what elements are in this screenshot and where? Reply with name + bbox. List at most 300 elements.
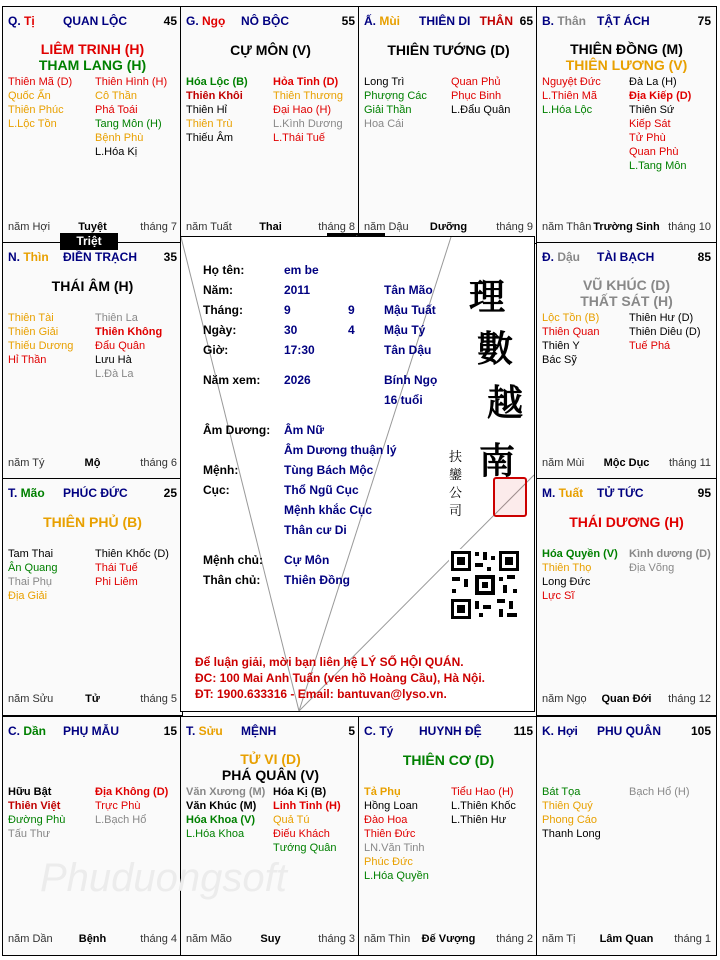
calligraphy-so: 數: [477, 328, 514, 370]
trang-sinh: Mộ: [84, 457, 101, 469]
palace-year: năm Thân: [542, 221, 592, 233]
star-item: Văn Khúc (M): [186, 800, 257, 812]
star-item: Thiên Thọ: [542, 562, 592, 574]
star-item: Tử Phù: [629, 132, 666, 144]
star-item: Thiên Khôi: [186, 90, 243, 102]
palace-footer: [542, 693, 711, 707]
star-item: Hóa Khoa (V): [186, 814, 256, 826]
palace-chi: Tuất: [555, 486, 584, 500]
star-item: Thiên Quý: [542, 800, 593, 812]
value-than-cu: Thân cư Di: [284, 523, 347, 537]
palace-month: tháng 1: [674, 933, 711, 945]
star-item: L.Đà La: [95, 368, 134, 380]
trang-sinh: Lâm Quan: [599, 933, 654, 945]
star-item: Lộc Tồn (B): [542, 312, 600, 324]
star-item: Thiên Sứ: [629, 104, 675, 116]
palace-can: Đ.: [542, 250, 554, 264]
star-item: Hữu Bật: [8, 786, 52, 798]
palace-header: [542, 14, 711, 30]
label-nam-xem: Năm xem:: [203, 373, 261, 387]
star-item: Nguyệt Đức: [542, 76, 601, 88]
star-item: Tuế Phá: [629, 340, 671, 352]
star-item: Hỉ Thần: [8, 354, 47, 366]
palace-age-number: 55: [341, 14, 355, 28]
trang-sinh: Đế Vượng: [421, 933, 476, 945]
star-item: Thanh Long: [542, 828, 601, 840]
value-cuc: Thổ Ngũ Cục: [284, 483, 359, 497]
palace-year: năm Tý: [8, 457, 45, 469]
main-star: THÁI ÂM (H): [51, 278, 134, 294]
palace-age-number: 5: [348, 724, 355, 738]
star-item: Văn Xương (M): [186, 786, 266, 798]
palace-month: tháng 4: [140, 933, 177, 945]
label-menh-chu: Mệnh chủ:: [203, 553, 263, 567]
value-nam-can: Tân Mão: [384, 283, 433, 297]
star-item: Thiên Giải: [8, 326, 59, 338]
palace-age-number: 25: [163, 486, 177, 500]
calligraphy-ly: 理: [469, 276, 506, 318]
trang-sinh: Mộc Dục: [603, 457, 650, 469]
star-item: Thiên Phúc: [8, 104, 64, 116]
star-item: Kình dương (D): [629, 548, 711, 560]
main-star: CỰ MÔN (V): [230, 42, 311, 58]
stars-right-column: [629, 547, 711, 575]
value-than-chu: Thiên Đồng: [284, 573, 350, 587]
palace-age-number: 115: [513, 724, 533, 738]
star-item: Đẩu Quân: [95, 340, 146, 352]
star-item: Thái Tuế: [95, 562, 138, 574]
star-item: Thiên Việt: [8, 800, 61, 812]
main-star: THIÊN LƯƠNG (V): [565, 57, 688, 73]
ad-line-2: ĐC: 100 Mai Anh Tuấn (ven hồ Hoàng Cầu), Hà Nội.: [195, 671, 486, 685]
palace-n-thin: [2, 242, 183, 480]
palace-age-number: 15: [163, 724, 177, 738]
star-item: Phúc Đức: [364, 856, 413, 868]
palace-month: tháng 5: [140, 693, 177, 705]
star-item: Hóa Kị (B): [273, 786, 327, 798]
star-item: L.Hóa Kị: [95, 146, 138, 158]
stars-right-column: [95, 547, 169, 589]
star-item: Ân Quang: [8, 562, 58, 574]
star-item: Đường Phù: [8, 814, 66, 826]
watermark: Phuduongsoft: [40, 856, 287, 900]
main-star: THÁI DƯƠNG (H): [569, 514, 684, 530]
main-star: THAM LANG (H): [38, 57, 147, 73]
value-ngay-can: Mậu Tý: [384, 323, 426, 337]
palace-footer: [364, 933, 533, 947]
star-item: Thiên Mã (D): [8, 76, 73, 88]
palace-can-chi: [8, 250, 49, 264]
palace-name: THIÊN DI: [419, 14, 471, 28]
stars-left-column: [186, 785, 265, 841]
palace-name: NÔ BỘC: [241, 14, 289, 28]
triet-tag: Triệt: [60, 233, 118, 250]
stars-left-column: [364, 75, 427, 131]
palace-can-chi: [186, 14, 225, 28]
main-star: THIÊN TƯỚNG (D): [387, 42, 510, 58]
star-item: Trực Phù: [95, 800, 141, 812]
palace-can: Q.: [8, 14, 21, 28]
palace-name: HUYNH ĐỆ: [419, 724, 482, 738]
palace-a-mui: [358, 6, 539, 244]
palace-can-chi: [364, 14, 400, 28]
main-star: VŨ KHÚC (D): [582, 277, 671, 293]
palace-month: tháng 6: [140, 457, 177, 469]
palace-footer: [542, 457, 711, 471]
stars-left-column: [8, 547, 58, 603]
star-item: Lưu Hà: [95, 354, 132, 366]
value-thang-can: Mậu Tuất: [384, 303, 436, 317]
palace-age-number: 95: [697, 486, 711, 500]
star-item: Giải Thần: [364, 104, 412, 116]
palace-can-chi: [542, 14, 586, 28]
palace-month: tháng 9: [496, 221, 533, 233]
palace-can: T.: [186, 724, 196, 738]
value-menh-chu: Cự Môn: [284, 553, 330, 567]
palace-chi: Ngọ: [198, 14, 226, 28]
palace-year: năm Dần: [8, 933, 53, 945]
palace-month: tháng 7: [140, 221, 177, 233]
palace-footer: [542, 221, 711, 235]
main-star: THIÊN CƠ (D): [402, 752, 495, 768]
star-item: Thiên Thương: [273, 90, 344, 102]
star-item: Thiên Trù: [186, 118, 233, 130]
palace-name: PHU QUÂN: [597, 724, 662, 738]
stars-right-column: [95, 75, 167, 159]
stars-right-column: [95, 785, 168, 827]
star-item: Thiên Hỉ: [186, 104, 227, 116]
palace-header: [8, 14, 177, 30]
palace-m-tuat: [536, 478, 717, 716]
palace-footer: [8, 457, 177, 471]
palace-year: năm Mão: [186, 933, 232, 945]
star-item: Phi Liêm: [95, 576, 138, 588]
palace-c-dan: [2, 716, 183, 956]
palace-name: TÀI BẠCH: [597, 250, 655, 264]
star-item: L.Thái Tuế: [273, 132, 325, 144]
star-item: Bác Sỹ: [542, 354, 577, 366]
palace-can: T.: [8, 486, 18, 500]
calligraphy-nam: 南: [479, 440, 516, 482]
palace-header: [542, 724, 711, 740]
star-item: Địa Võng: [629, 562, 675, 574]
label-nam: Năm:: [203, 283, 234, 297]
star-item: Điếu Khách: [273, 828, 330, 840]
value-ngay: 30: [284, 323, 298, 337]
value-gio-can: Tân Dậu: [384, 343, 432, 357]
star-item: L.Hóa Quyền: [364, 870, 429, 882]
star-item: Hóa Lộc (B): [186, 76, 248, 88]
star-item: Hồng Loan: [364, 800, 418, 812]
star-item: Đại Hao (H): [273, 104, 332, 116]
palace-age-number: 65: [519, 14, 533, 28]
center-info-panel: [180, 236, 535, 712]
main-star: LIÊM TRINH (H): [40, 41, 145, 57]
value-am-duong: Âm Nữ: [284, 423, 325, 437]
palace-name: ĐIỀN TRẠCH: [63, 250, 137, 264]
palace-age-number: 105: [690, 724, 711, 738]
palace-name: TẬT ÁCH: [597, 14, 650, 28]
star-item: L.Bạch Hổ: [95, 814, 147, 826]
trang-sinh: Quan Đới: [601, 693, 652, 705]
label-gio: Giờ:: [203, 343, 229, 357]
value-menh: Tùng Bách Mộc: [284, 463, 374, 477]
stars-left-column: [8, 785, 65, 841]
stars-left-column: [8, 311, 73, 367]
star-item: L.Hóa Khoa: [186, 828, 245, 840]
palace-year: năm Tị: [542, 933, 576, 945]
trang-sinh: Thai: [259, 221, 282, 233]
star-item: L.Đẩu Quân: [451, 104, 511, 116]
main-star: THIÊN PHỦ (B): [43, 514, 142, 530]
palace-month: tháng 3: [318, 933, 355, 945]
star-item: Bát Tọa: [542, 786, 581, 798]
star-item: Phượng Các: [364, 90, 427, 102]
palace-age-number: 85: [697, 250, 711, 264]
stars-right-column: [95, 311, 162, 381]
value-am-duong-ly: Âm Dương thuận lý: [284, 443, 397, 457]
palace-chi: Tý: [376, 724, 394, 738]
palace-year: năm Tuất: [186, 221, 232, 233]
star-item: Cô Thần: [95, 90, 137, 102]
star-item: Địa Kiếp (D): [629, 90, 692, 102]
main-star: TỬ VI (D): [240, 751, 301, 767]
ad-line-3: ĐT: 1900.633316 - Email: bantuvan@lyso.vn.: [195, 687, 447, 701]
star-item: L.Thiên Khốc: [451, 800, 516, 812]
palace-header: [542, 250, 711, 266]
trang-sinh: Tuyệt: [78, 221, 107, 233]
palace-b-than: [536, 6, 717, 244]
star-item: Địa Giải: [8, 590, 48, 602]
star-item: Đà La (H): [629, 76, 677, 88]
palace-d-dau: [536, 242, 717, 480]
palace-chi: Dần: [20, 724, 47, 738]
stars-right-column: [629, 311, 701, 353]
palace-name: TỬ TỨC: [597, 486, 644, 500]
palace-q-ti: [2, 6, 183, 244]
star-item: Quốc Ấn: [8, 90, 51, 102]
star-item: Quả Tú: [273, 814, 310, 826]
stars-right-column: [451, 785, 516, 827]
stars-left-column: [542, 311, 599, 367]
star-item: Hỏa Tinh (D): [273, 76, 339, 88]
trang-sinh: Suy: [260, 933, 281, 945]
palace-year: năm Sửu: [8, 693, 54, 705]
value-tuoi: 16 tuổi: [384, 393, 423, 407]
star-item: Bạch Hổ (H): [629, 786, 690, 798]
star-item: L.Kình Dương: [273, 118, 343, 130]
value-cuc-khac: Mệnh khắc Cục: [284, 503, 373, 517]
value-thang-am: 9: [348, 303, 355, 317]
star-item: Tấu Thư: [8, 828, 51, 840]
palace-g-ngo: [180, 6, 361, 244]
trang-sinh: Bệnh: [78, 933, 107, 945]
star-item: Thiếu Âm: [186, 132, 234, 144]
star-item: LN.Văn Tinh: [364, 842, 425, 854]
stars-right-column: [629, 75, 691, 173]
value-gio: 17:30: [284, 343, 315, 357]
qr-code-icon[interactable]: [449, 549, 521, 621]
stars-left-column: [186, 75, 248, 145]
palace-can-chi: [364, 724, 393, 738]
than-marker: THÂN: [479, 14, 513, 28]
palace-can: Ấ.: [364, 14, 376, 28]
red-seal-stamp: [493, 477, 527, 517]
star-item: L.Thiên Hư: [451, 814, 507, 826]
value-ho-ten: em be: [284, 263, 319, 277]
palace-can-chi: [8, 486, 45, 500]
star-item: Tang Môn (H): [95, 118, 162, 130]
palace-chi: Thìn: [20, 250, 49, 264]
palace-month: tháng 11: [668, 457, 711, 469]
palace-chi: Sửu: [195, 724, 223, 738]
value-thang: 9: [284, 303, 291, 317]
star-item: Thiên Quan: [542, 326, 600, 338]
palace-chi: Dậu: [554, 250, 581, 264]
palace-can: B.: [542, 14, 554, 28]
palace-year: năm Mùi: [542, 457, 585, 469]
palace-can: K.: [542, 724, 554, 738]
palace-can-chi: [8, 14, 35, 28]
star-item: Thiên La: [95, 312, 138, 324]
label-than-chu: Thân chủ:: [203, 573, 261, 587]
star-item: L.Tang Môn: [629, 160, 687, 172]
palace-can-chi: [186, 724, 223, 738]
palace-can-chi: [8, 724, 46, 738]
palace-k-hoi: [536, 716, 717, 956]
star-item: Thiên Hư (D): [629, 312, 694, 324]
palace-can: C.: [8, 724, 20, 738]
star-item: Thiên Khốc (D): [95, 548, 169, 560]
palace-footer: [8, 933, 177, 947]
label-thang: Tháng:: [203, 303, 243, 317]
main-star: THIÊN ĐỒNG (M): [570, 41, 683, 57]
value-ngay-am: 4: [348, 323, 355, 337]
star-item: Thiên Hình (H): [95, 76, 168, 88]
trang-sinh: Trường Sinh: [593, 221, 660, 233]
stars-left-column: [542, 75, 601, 117]
palace-year: năm Thìn: [364, 933, 411, 945]
palace-age-number: 75: [697, 14, 711, 28]
trang-sinh: Dưỡng: [429, 221, 468, 233]
star-item: Tiểu Hao (H): [451, 786, 514, 798]
stars-right-column: [629, 785, 690, 799]
palace-can: C.: [364, 724, 376, 738]
value-nam: 2011: [284, 283, 311, 297]
stars-right-column: [451, 75, 510, 117]
palace-chi: Thân: [554, 14, 586, 28]
palace-header: [364, 724, 533, 740]
star-item: L.Lộc Tồn: [8, 118, 57, 130]
palace-header: [186, 14, 355, 30]
palace-name: QUAN LỘC: [63, 14, 127, 28]
star-item: Quan Phủ: [451, 76, 501, 88]
main-star: THẤT SÁT (H): [580, 293, 673, 309]
star-item: Hóa Quyền (V): [542, 548, 618, 560]
star-item: Quan Phù: [629, 146, 679, 158]
palace-can-chi: [542, 724, 578, 738]
palace-age-number: 45: [163, 14, 177, 28]
palace-month: tháng 2: [496, 933, 533, 945]
star-item: Thiên Diêu (D): [629, 326, 701, 338]
palace-footer: [364, 221, 533, 235]
star-item: Hoa Cái: [364, 118, 404, 130]
label-am-duong: Âm Dương:: [203, 423, 271, 437]
stars-left-column: [542, 547, 618, 603]
star-item: L.Thiên Mã: [542, 90, 598, 102]
palace-chi: Mùi: [376, 14, 400, 28]
palace-c-ty: [358, 716, 539, 956]
star-item: Địa Không (D): [95, 786, 169, 798]
palace-age-number: 35: [163, 250, 177, 264]
palace-footer: [8, 693, 177, 707]
label-ho-ten: Họ tên:: [203, 263, 245, 277]
star-item: Thiếu Dương: [8, 340, 74, 352]
star-item: Thai Phụ: [8, 576, 53, 588]
palace-header: [364, 14, 533, 30]
star-item: Phá Toái: [95, 104, 138, 116]
main-star: PHÁ QUÂN (V): [221, 767, 320, 783]
ad-line-1: Để luận giải, mời bạn liên hệ LÝ SỐ HỘI QUÁN.: [195, 655, 464, 669]
star-item: Thiên Đức: [364, 828, 416, 840]
star-item: Thiên Tài: [8, 312, 54, 324]
star-item: Thiên Không: [95, 326, 163, 338]
stars-left-column: [542, 785, 601, 841]
palace-chi: Hợi: [554, 724, 578, 738]
palace-footer: [542, 933, 711, 947]
star-item: L.Hóa Lộc: [542, 104, 593, 116]
star-item: Tả Phụ: [364, 786, 401, 798]
palace-name: PHÚC ĐỨC: [63, 486, 128, 500]
star-item: Thiên Y: [542, 340, 580, 352]
calligraphy-viet: 越: [487, 382, 524, 424]
star-item: Lực Sĩ: [542, 590, 575, 602]
star-item: Bệnh Phù: [95, 132, 144, 144]
palace-name: MỆNH: [241, 724, 277, 738]
value-nam-xem: 2026: [284, 373, 311, 387]
star-item: Kiếp Sát: [629, 118, 671, 130]
palace-can-chi: [542, 250, 580, 264]
star-item: Tướng Quân: [273, 842, 337, 854]
palace-year: năm Hợi: [8, 221, 51, 233]
palace-t-suu: [180, 716, 361, 956]
star-item: Tam Thai: [8, 548, 54, 560]
stars-right-column: [273, 785, 341, 855]
palace-header: [8, 250, 177, 266]
stars-right-column: [273, 75, 343, 145]
palace-footer: [186, 933, 355, 947]
company-seal-text: 扶 鑾 公 司: [449, 450, 463, 519]
palace-can: N.: [8, 250, 20, 264]
palace-chi: Mão: [17, 486, 45, 500]
stars-left-column: [364, 785, 429, 883]
star-item: Long Đức: [542, 576, 591, 588]
star-item: Phong Cáo: [542, 814, 598, 826]
star-item: Đào Hoa: [364, 814, 408, 826]
palace-header: [542, 486, 711, 502]
label-cuc: Cục:: [203, 483, 230, 497]
palace-name: PHỤ MẪU: [63, 724, 119, 738]
palace-year: năm Dậu: [364, 221, 409, 233]
palace-can-chi: [542, 486, 583, 500]
star-item: Phục Binh: [451, 90, 502, 102]
trang-sinh: Tử: [85, 693, 100, 705]
palace-month: tháng 8: [318, 221, 355, 233]
star-item: Long Trì: [364, 76, 405, 88]
stars-left-column: [8, 75, 72, 131]
palace-can: M.: [542, 486, 556, 500]
palace-header: [8, 724, 177, 740]
